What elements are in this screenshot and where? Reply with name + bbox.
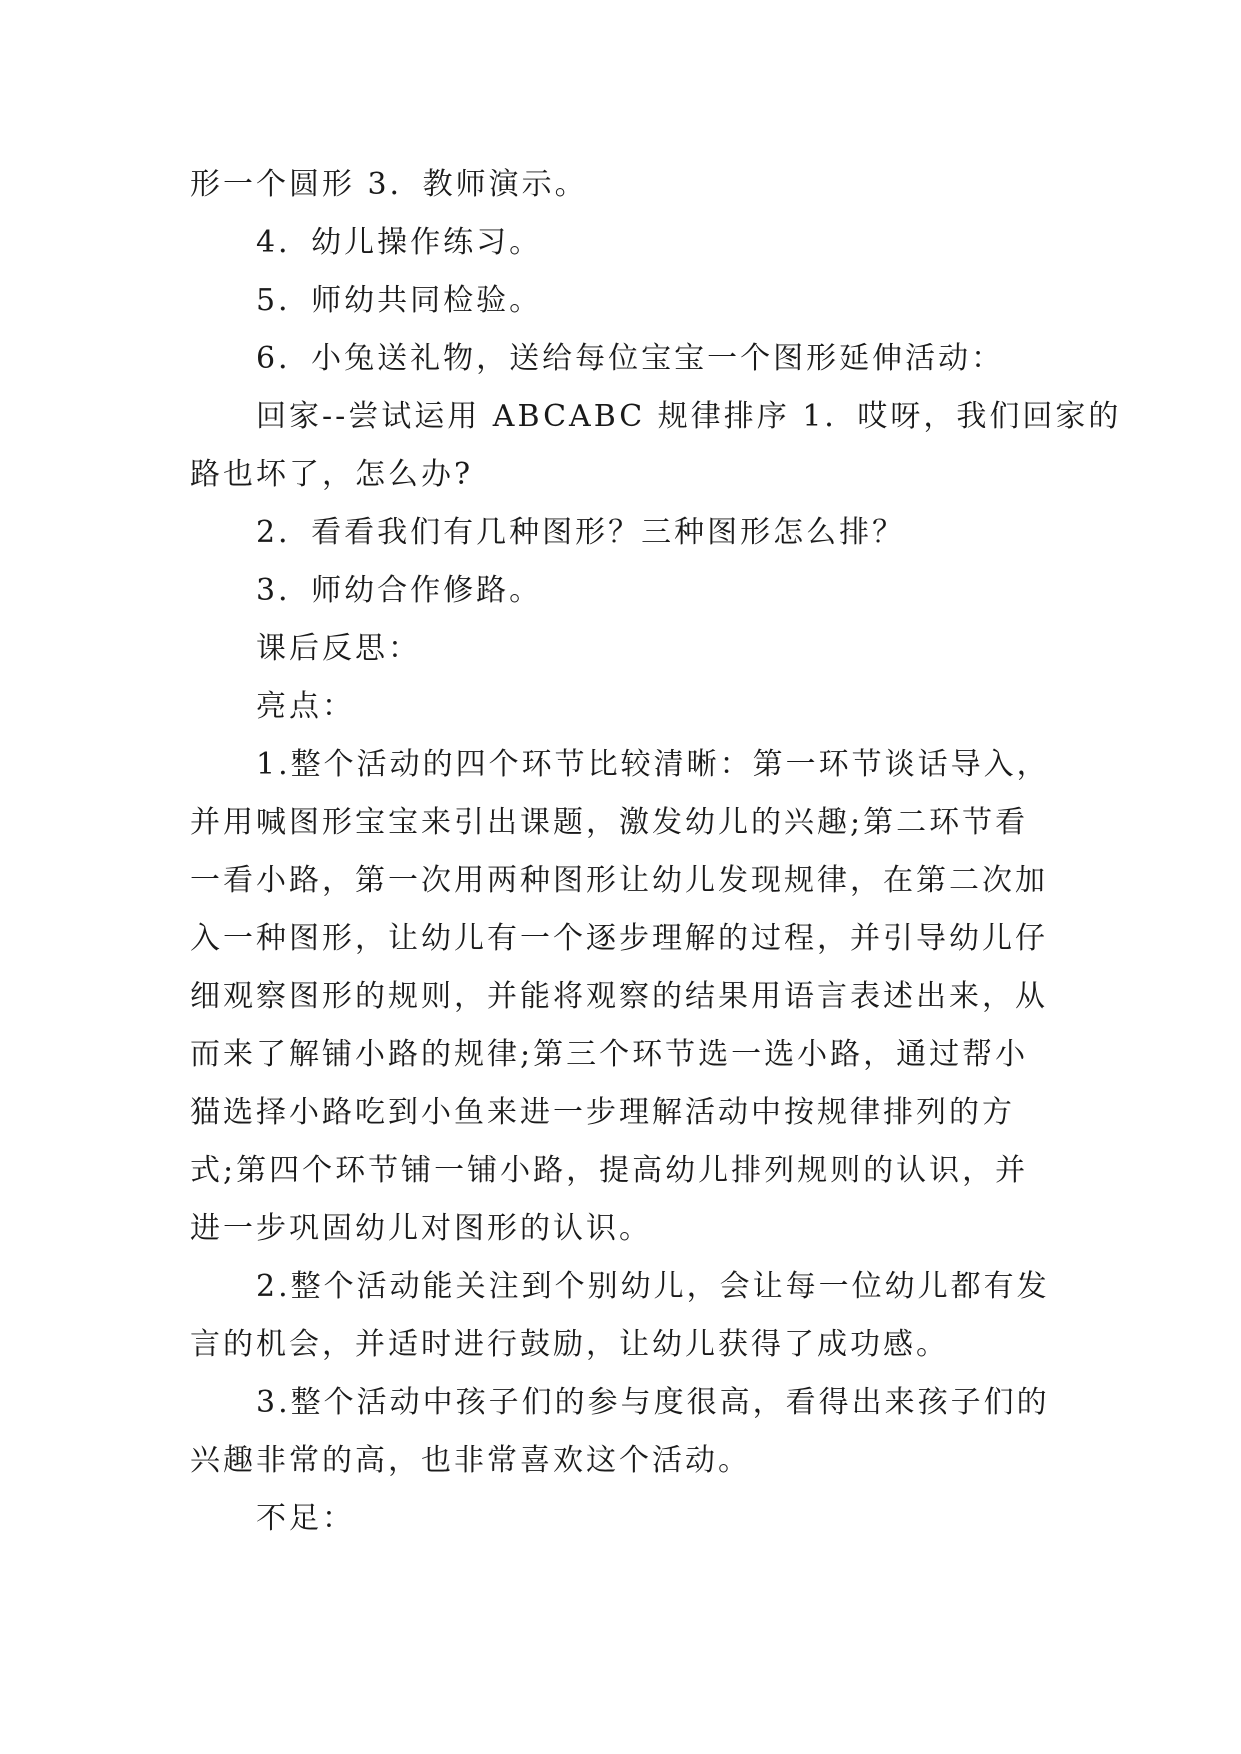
text-line: 细观察图形的规则，并能将观察的结果用语言表述出来，从 (190, 979, 1048, 1014)
text-line: 进一步巩固幼儿对图形的认识。 (190, 1211, 652, 1246)
text-line: 猫选择小路吃到小鱼来进一步理解活动中按规律排列的方 (190, 1095, 1015, 1130)
text-line: 6．小兔送礼物，送给每位宝宝一个图形延伸活动： (256, 341, 1005, 376)
text-line: 5．师幼共同检验。 (256, 283, 543, 318)
text-line: 3.整个活动中孩子们的参与度很高，看得出来孩子们的 (256, 1385, 1050, 1420)
text-line: 言的机会，并适时进行鼓励，让幼儿获得了成功感。 (190, 1327, 949, 1362)
text-line: 入一种图形，让幼儿有一个逐步理解的过程，并引导幼儿仔 (190, 921, 1048, 956)
document-body (190, 156, 1122, 1548)
text-line: 3．师幼合作修路。 (256, 573, 543, 608)
text-line: 2．看看我们有几种图形？三种图形怎么排？ (256, 515, 906, 550)
text-line: 式;第四个环节铺一铺小路，提高幼儿排列规则的认识，并 (190, 1153, 1029, 1188)
section-heading: 亮点： (256, 689, 355, 724)
text-line: 4．幼儿操作练习。 (256, 225, 543, 260)
text-line: 形一个圆形 3．教师演示。 (190, 167, 588, 202)
text-line: 而来了解铺小路的规律;第三个环节选一选小路，通过帮小 (190, 1037, 1029, 1072)
text-line: 兴趣非常的高，也非常喜欢这个活动。 (190, 1443, 751, 1478)
text-line: 2.整个活动能关注到个别幼儿，会让每一位幼儿都有发 (256, 1269, 1050, 1304)
section-heading: 不足： (256, 1501, 355, 1536)
text-line: 路也坏了，怎么办? (190, 457, 474, 492)
text-line: 一看小路，第一次用两种图形让幼儿发现规律，在第二次加 (190, 863, 1048, 898)
text-line: 并用喊图形宝宝来引出课题，激发幼儿的兴趣;第二环节看 (190, 805, 1029, 840)
text-line: 回家--尝试运用 ABCABC 规律排序 1．哎呀，我们回家的 (256, 399, 1122, 434)
text-line: 1.整个活动的四个环节比较清晰：第一环节谈话导入， (256, 747, 1050, 782)
section-heading: 课后反思： (256, 631, 421, 666)
